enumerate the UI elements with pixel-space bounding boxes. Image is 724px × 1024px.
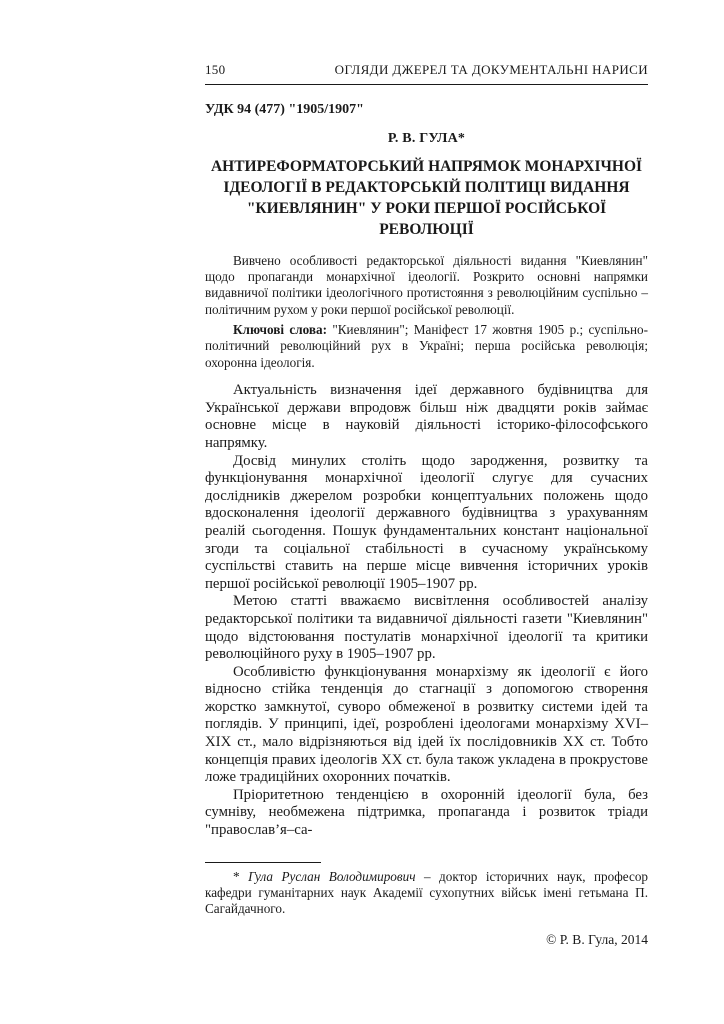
body-paragraph: Пріоритетною тенденцією в охоронній ідеології була, без сумніву, необмежена підтримка, пропаганда і розвиток тріади "православ’я–са-: [205, 786, 648, 839]
text-block: [205, 62, 648, 948]
footnote-rule: [205, 862, 321, 863]
running-title: ОГЛЯДИ ДЖЕРЕЛ ТА ДОКУМЕНТАЛЬНІ НАРИСИ: [334, 62, 648, 77]
body-paragraph: Метою статті вважаємо висвітлення особливостей аналізу редакторської політики та видавничої діяльності газети "Киевлянин" щодо відстоювання постулатів монархічної ідеології та критики революційного руху в 1905–1907 рр.: [205, 593, 648, 663]
running-head: [205, 62, 648, 78]
footnote-text: – доктор історичних наук, професор кафедри гуманітарних наук Академії сухопутних військ імені гетьмана П. Сагайдачного.: [205, 868, 649, 917]
footnote-marker: *: [233, 868, 249, 884]
page-number: 150: [205, 62, 226, 77]
udc-code: УДК 94 (477) "1905/1907": [205, 102, 364, 117]
footnote: [205, 869, 648, 918]
header-rule: [205, 84, 648, 85]
abstract: Вивчено особливості редакторської діяльності видання "Киевлянин" щодо пропаганди монархічної ідеології. Розкрито основні напрямки видавничої політики ідеологічного протистояння з революційним суспільно – політичним рухом у роки першої російської революції.: [205, 252, 648, 317]
keywords-text: "Киевлянин"; Маніфест 17 жовтня 1905 р.; суспільно-політичний революційний рух в Україні; перша російська революція; охоронна ідеологія.: [205, 322, 648, 370]
article-title: АНТИРЕФОРМАТОРСЬКИЙ НАПРЯМОК МОНАРХІЧНОЇ ІДЕОЛОГІЇ В РЕДАКТОРСЬКІЙ ПОЛІТИЦІ ВИДАННЯ "КИЕВЛЯНИН" У РОКИ ПЕРШОЇ РОСІЙСЬКОЇ РЕВОЛЮЦІЇ: [210, 158, 643, 238]
copyright-line: © Р. В. Гула, 2014: [546, 931, 648, 947]
footnote-author-name: Гула Руслан Володимирович: [248, 868, 416, 884]
article-body: [205, 382, 648, 839]
body-paragraph: Особливістю функціонування монархізму як ідеології є його відносно стійка тенденція до стагнації з допомогою створення жорстко замкнутої, суворо обмеженої в розвитку системи ідей та поглядів. У принципі, ідеї, розроблені ідеологами монархізму XVI–XIX ст., мало відрізняються від ідей їх послідовників XX ст. Тобто концепція правих ідеологів XX ст. була також укладена в прокрустове ложе традиційних охоронних початків.: [205, 663, 648, 786]
body-paragraph: Актуальність визначення ідеї державного будівництва для Української держави впродовж більш ніж двадцяти років займає основне місце в науковій діяльності історико-філософського напрямку.: [205, 382, 648, 451]
author-name: Р. В. ГУЛА*: [387, 131, 466, 146]
keywords: [205, 322, 648, 371]
keywords-label: Ключові слова:: [233, 322, 328, 338]
body-paragraph: Досвід минулих століть щодо зародження, розвитку та функціонування монархічної ідеології слугує для сучасних дослідників джерелом розробки концептуальних положень щодо вдосконалення ідеології державного будівництва з урахуванням реалій сьогодення. Пошук фундаментальних констант національної згоди та соціальної стабільності в сучасному українському суспільстві ставить на перше місце вивчення історичних уроків першої російської революції 1905–1907 рр.: [205, 452, 648, 592]
